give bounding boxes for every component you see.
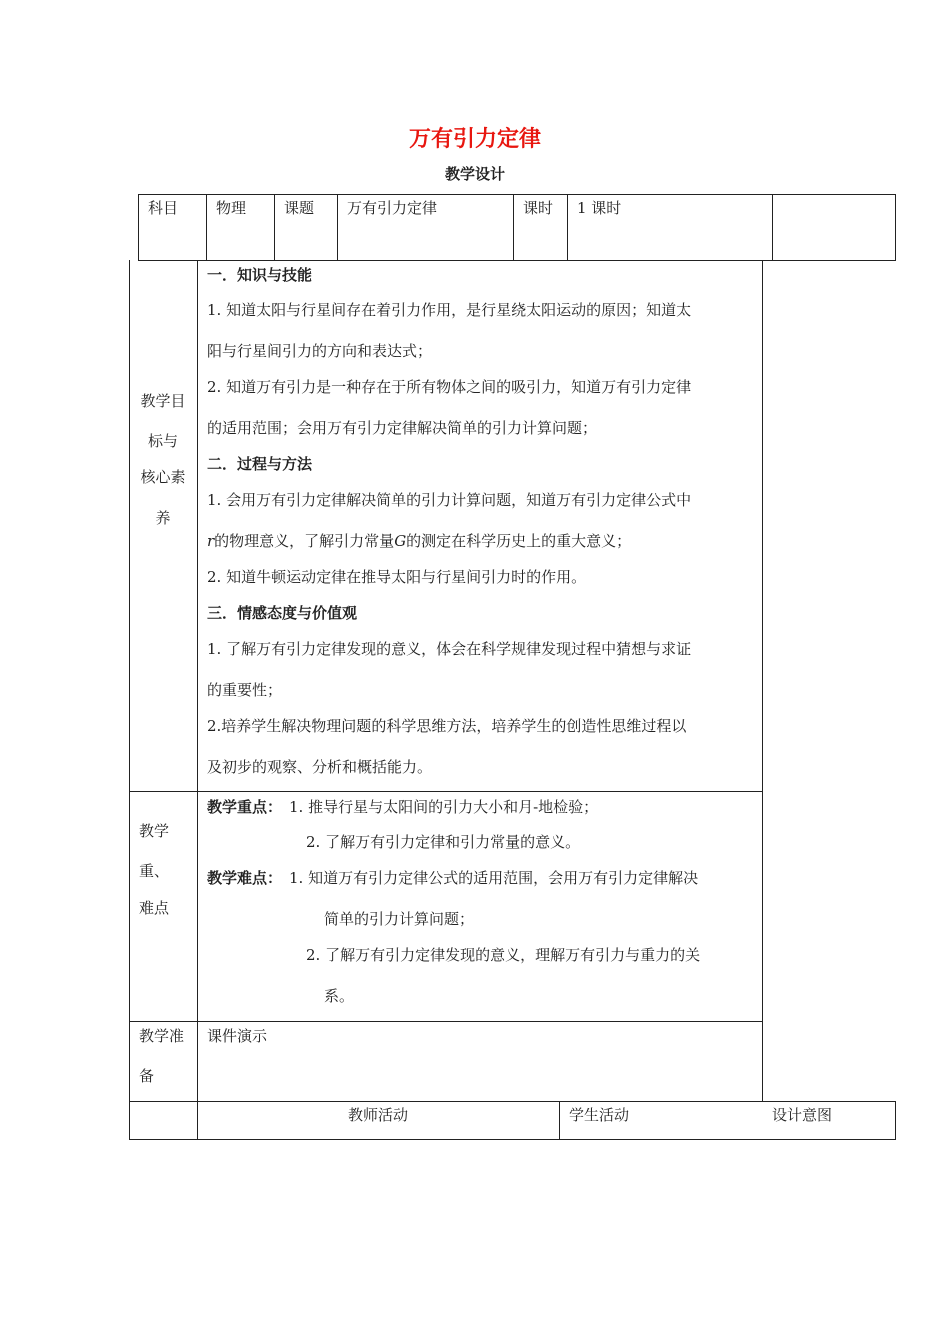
design-intent-header: 设计意图 bbox=[772, 1106, 833, 1124]
student-activity-header: 学生活动 bbox=[569, 1106, 630, 1124]
period-label: 课时 bbox=[523, 199, 554, 217]
subject-label: 科目 bbox=[148, 199, 179, 217]
document-title: 万有引力定律 bbox=[408, 127, 541, 152]
topic-label: 课题 bbox=[284, 199, 315, 217]
document-subtitle: 教学设计 bbox=[444, 165, 505, 183]
subject-value: 物理 bbox=[216, 199, 247, 217]
difficult-point-label: 教学难点： bbox=[207, 869, 283, 887]
section-heading-process: 二．过程与方法 bbox=[207, 455, 313, 473]
preparation-value: 课件演示 bbox=[207, 1027, 268, 1045]
period-value: 1 课时 bbox=[577, 199, 622, 217]
key-point-label: 教学重点： bbox=[207, 798, 283, 816]
topic-value: 万有引力定律 bbox=[347, 199, 438, 217]
section-heading-attitude: 三．情感态度与价值观 bbox=[207, 604, 358, 622]
teacher-activity-header: 教师活动 bbox=[347, 1106, 408, 1124]
section-heading-knowledge: 一．知识与技能 bbox=[207, 266, 313, 284]
